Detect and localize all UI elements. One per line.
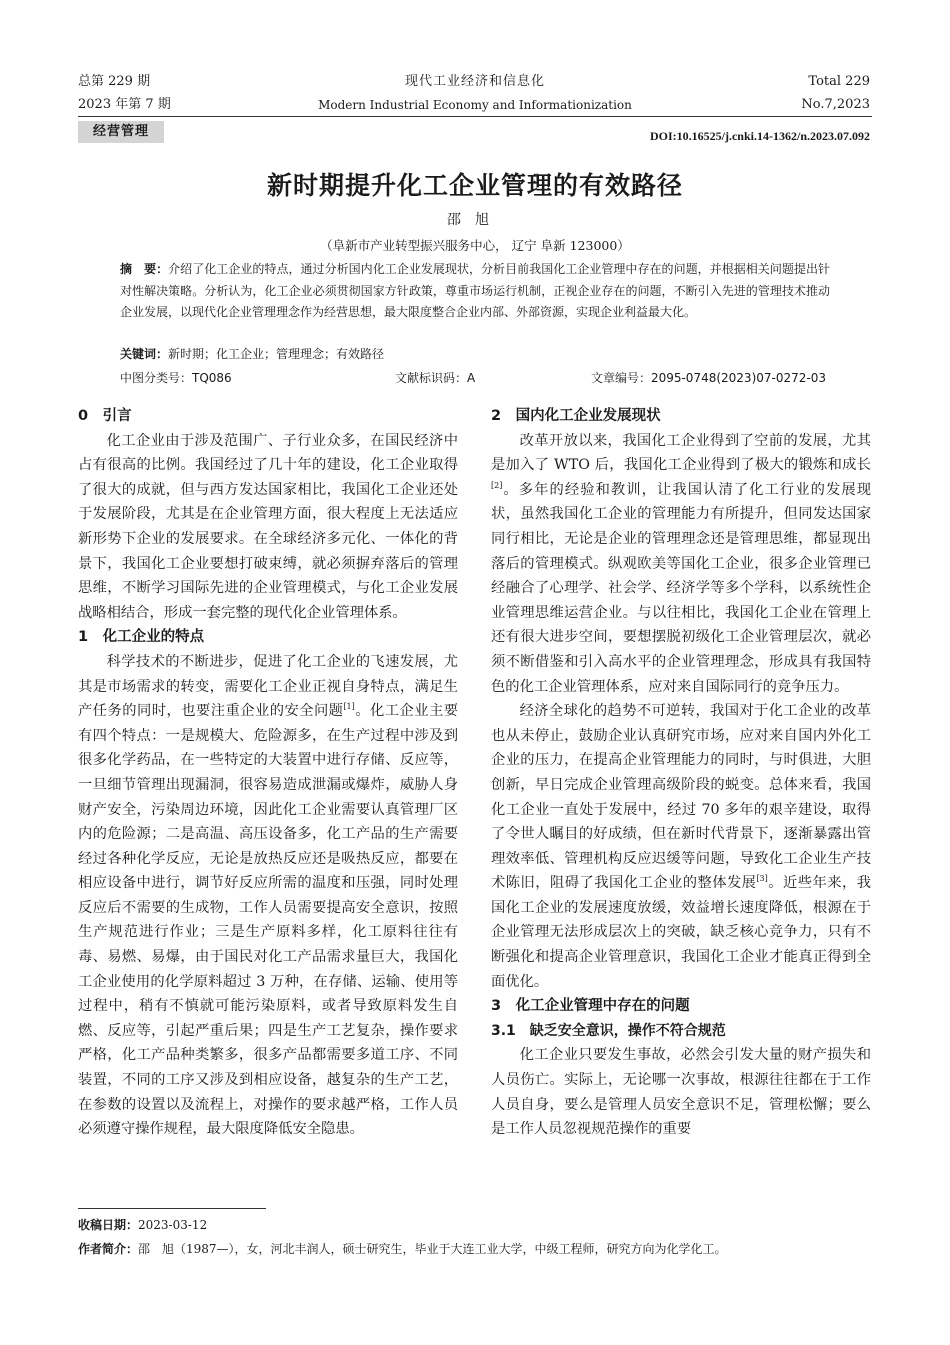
bio-label: 作者简介： [78,1242,139,1256]
received-value: 2023-03-12 [138,1218,208,1232]
issue-total-en: Total 229 [808,74,870,89]
citation-ref[interactable]: [1] [343,702,355,712]
journal-name-en: Modern Industrial Economy and Informationization [318,98,632,112]
body-right-column [491,404,871,1142]
abstract [120,259,830,324]
issue-number: 2023 年第 7 期 [78,97,171,112]
paragraph-text: 。化工企业主要有四个特点：一是规模大、危险源多，在生产过程中涉及到很多化学药品，在一些特定的大装置中进行存储、反应等，一旦细节管理出现漏洞，很容易造成泄漏或爆炸，威胁人身财产安全，污染周边环境，因此化工企业需要认真管理厂区内的危险源；二是高温、高压设备多，化工产品的生产需要经过各种化学反应，无论是放热反应还是吸热反应，都要在相应设备中进行，调节好反应所需的温度和压强，同时处理反应后不需要的生成物，工作人员需要提高安全意识，按照生产规范进行作业；三是生产原料多样，化工原料往往有毒、易燃、易爆，由于国民对化工产品需求量巨大，我国化工企业使用的化学原料超过 3 万种，在存储、运输、使用等过程中，稍有不慎就可能污染原料，或者导致原料发生自燃、反应等，引起严重后果；四是生产工艺复杂，操作要求严格，化工产品种类繁多，很多产品都需要多道工序、不同装置，不同的工序又涉及到相应设备，越复杂的生产工艺，在参数的设置以及流程上，对操作的要求越严格，工作人员必须遵守操作规程，最大限度降低安全隐患。 [78,703,459,1138]
abstract-label: 摘 要： [120,262,169,276]
section-heading: 2 国内化工企业发展现状 [491,408,661,424]
author-name: 邵旭 [447,212,503,228]
citation-ref[interactable]: [3] [756,874,768,884]
abstract-text: 介绍了化工企业的特点，通过分析国内化工企业发展现状，分析目前我国化工企业管理中存在的问题，并根据相关问题提出针对性解决策略。分析认为，化工企业必须贯彻国家方针政策，尊重市场运行机制，正视企业存在的问题，不断引入先进的管理技术推动企业发展，以现代化企业管理理念作为经营思想，最大限度整合企业内部、外部资源，实现企业利益最大化。 [120,262,830,319]
paragraph-text: 。近些年来，我国化工企业的发展速度放缓，效益增长速度降低，根源在于企业管理无法形成层次上的突破，缺乏核心竞争力，只有不断强化和提高企业管理意识，我国化工企业才能真正得到全面优化。 [491,875,872,990]
paragraph [78,650,458,1142]
paragraph: 化工企业只要发生事故，必然会引发大量的财产损失和人员伤亡。实际上，无论哪一次事故，根源往往都在于工作人员自身，要么是管理人员安全意识不足，管理松懈；要么是工作人员忽视规范操作的重要 [491,1047,871,1138]
footnote-rule [78,1208,266,1209]
issue-number-en: No.7,2023 [801,97,870,112]
paragraph-text: 。多年的经验和教训，让我国认清了化工行业的发展现状，虽然我国化工企业的管理能力有所提升，但同发达国家同行相比，无论是企业的管理理念还是管理思维，都显现出落后的管理模式。纵观欧美等国化工企业，很多企业管理已经融合了心理学、社会学、经济学等多个学科，以系统性企业管理思维运营企业。与以往相比，我国化工企业在管理上还有很大进步空间，要想摆脱初级化工企业管理层次，就必须不断借鉴和引入高水平的企业管理理念，形成具有我国特色的化工企业管理体系，应对来自国际同行的竞争压力。 [491,481,871,695]
body-left-column [78,404,458,1142]
journal-name-cn: 现代工业经济和信息化 [404,74,545,89]
paragraph-text: 科学技术的不断进步，促进了化工企业的飞速发展，尤其是市场需求的转变，需要化工企业正视自身特点，满足生产任务的同时，也要注重企业的安全问题 [78,653,458,720]
author-bio [78,1240,727,1257]
section-badge: 经营管理 [78,121,164,143]
section-heading: 0 引言 [78,408,132,424]
keywords [120,345,384,362]
clc-number: 中图分类号：TQ086 [120,371,232,385]
received-label: 收稿日期： [78,1218,139,1232]
keywords-label: 关键词： [120,347,169,361]
paragraph [491,429,871,700]
paragraph: 化工企业由于涉及范围广、子行业众多，在国民经济中占有很高的比例。我国经过了几十年的建设，化工企业取得了很大的成就，但与西方发达国家相比，我国化工企业还处于发展阶段，尤其是在企业管理方面，很大程度上无法适应新形势下企业的发展要求。在全球经济多元化、一体化的背景下，我国化工企业要想打破束缚，就必须摒弃落后的管理思维，不断学习国际先进的企业管理模式，与化工企业发展战略相结合，形成一套完整的现代化企业管理体系。 [78,432,458,621]
paragraph-text: 改革开放以来，我国化工企业得到了空前的发展，尤其是加入了 WTO 后，我国化工企业得到了极大的锻炼和成长 [491,432,871,474]
doi: DOI:10.16525/j.cnki.14-1362/n.2023.07.092 [649,129,870,143]
bio-text: 邵 旭（1987—），女，河北丰润人，硕士研究生，毕业于大连工业大学，中级工程师，研究方向为化学化工。 [138,1242,727,1256]
section-heading: 1 化工企业的特点 [78,629,205,646]
issue-total: 总第 229 期 [78,74,151,89]
affiliation: （阜新市产业转型振兴服务中心， 辽宁 阜新 123000） [320,238,630,253]
paragraph-text: 经济全球化的趋势不可逆转，我国对于化工企业的改革也从未停止，鼓励企业认真研究市场，应对来自国内外化工企业的压力，在提高企业管理能力的同时，与时俱进，大胆创新，早日完成企业管理高级阶段的蜕变。总体来看，我国化工企业一直处于发展中，经过 70 多年的艰辛建设，取得了令世人瞩目的好成绩，但在新时代背景下，逐渐暴露出管理效率低、管理机构反应迟缓等问题，导致化工企业生产技术陈旧，阻碍了我国化工企业的整体发展 [491,703,871,892]
citation-ref[interactable]: [2] [491,481,503,491]
section-heading: 3 化工企业管理中存在的问题 [491,998,690,1015]
paragraph [491,699,871,994]
header-rule [78,116,872,117]
document-code: 文献标识码：A [395,371,476,385]
subsection-heading: 3.1 缺乏安全意识，操作不符合规范 [491,1022,726,1039]
article-number: 文章编号：2095-0748(2023)07-0272-03 [590,371,826,385]
keywords-text: 新时期；化工企业；管理理念；有效路径 [168,347,385,361]
received-date [78,1216,207,1233]
article-title: 新时期提升化工企业管理的有效路径 [266,171,683,200]
